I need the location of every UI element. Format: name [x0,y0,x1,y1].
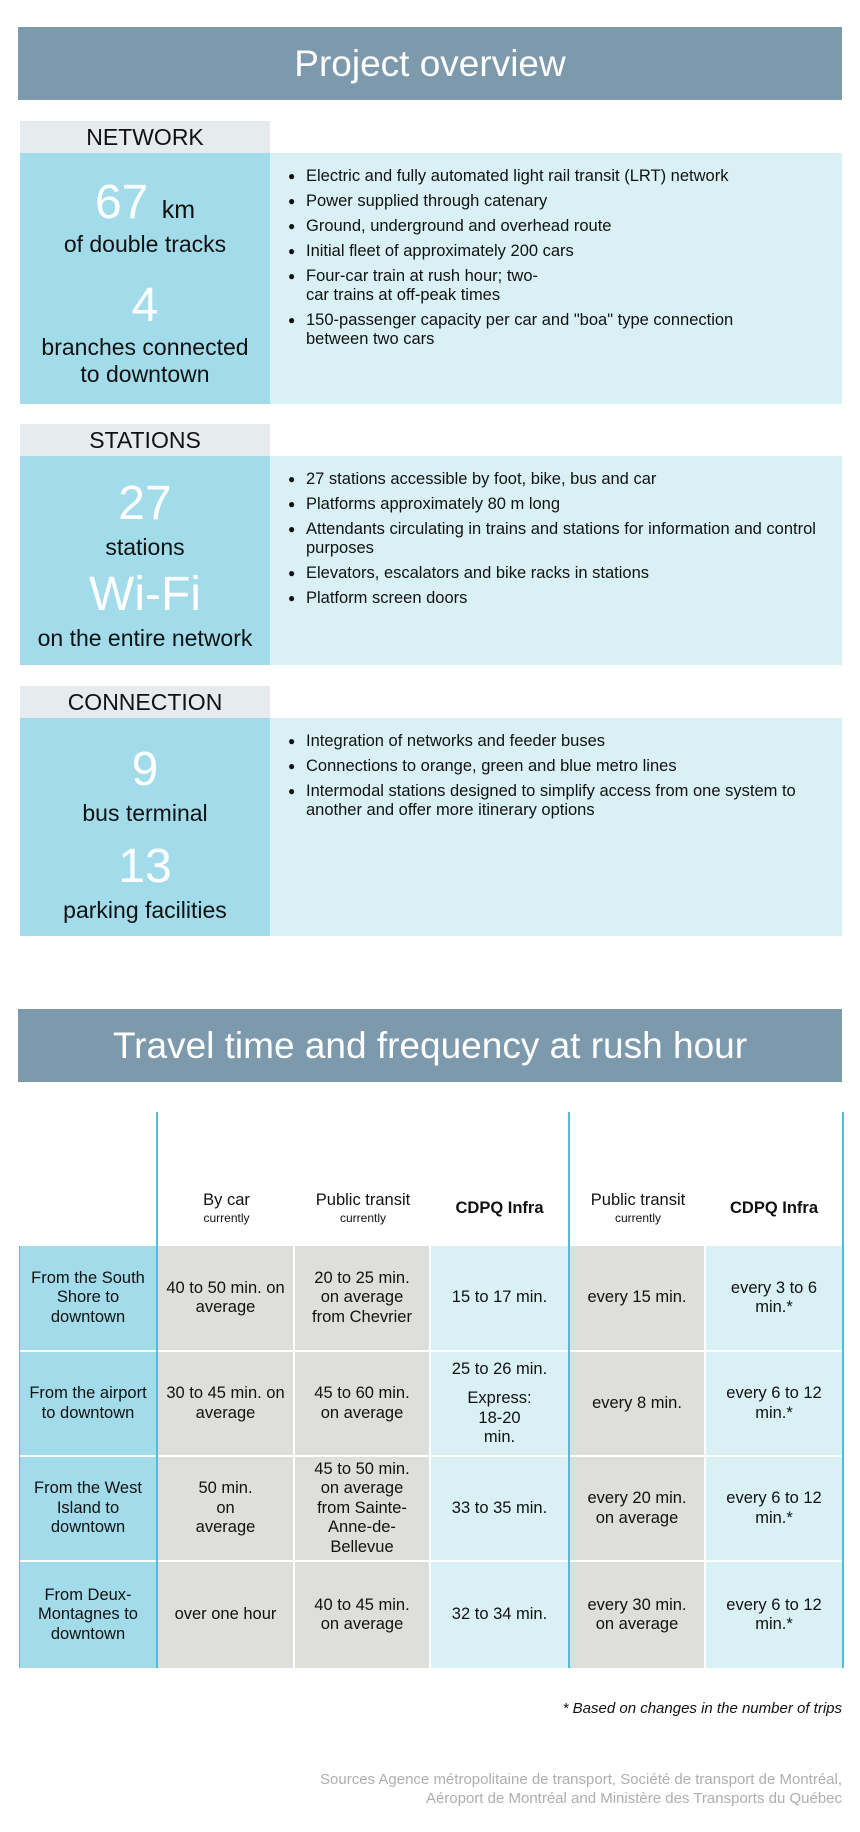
table-cell: 33 to 35 min. [431,1457,568,1560]
stations-tab: STATIONS [20,424,270,456]
list-item: ● Four-car train at rush hour; two-car trains at off-peak times [288,267,556,305]
connection-stats [20,718,270,936]
table-cell: every 8 min. [570,1352,704,1455]
table-cell: every 6 to 12 min.* [706,1352,842,1455]
sources-line-1: Sources Agence métropolitaine de transport, Société de transport de Montréal, [320,1771,842,1788]
stations-count-caption: stations [105,534,185,560]
overview-banner [18,27,842,100]
list-item: ● Connections to orange, green and blue metro lines [288,757,822,776]
table-cell: 15 to 17 min. [431,1246,568,1350]
connection-features [270,718,842,936]
header-label: CDPQ Infra [729,1199,818,1217]
travel-title: Travel time and frequency at rush hour [112,1025,748,1066]
parking-value: 13 [118,840,172,893]
table-cell: every 6 to 12 min.* [706,1562,842,1668]
network-km-value: 67 [94,176,149,229]
column-divider [842,1112,844,1668]
list-item: ● Attendants circulating in trains and stations for information and control purposes [288,520,822,558]
wifi-caption: on the entire network [37,625,253,651]
header-label: By car [203,1191,250,1209]
list-item: ● 27 stations accessible by foot, bike, bus and car [288,470,822,489]
network-branches-value: 4 [131,279,159,332]
connection-tab: CONNECTION [20,686,270,718]
table-cell: every 20 min. on average [570,1457,704,1560]
table-cell: over one hour [158,1562,293,1668]
row-label: From Deux-Montagnes to downtown [20,1562,156,1668]
list-item: ● Initial fleet of approximately 200 cars [288,242,822,261]
travel-banner [18,1009,842,1082]
network-stats [20,153,270,404]
network-km-unit: km [161,196,196,224]
table-cell: every 15 min. [570,1246,704,1350]
table-cell: 50 min. on average [158,1457,293,1560]
row-label: From the South Shore to downtown [20,1246,156,1350]
list-item: ● Platforms approximately 80 m long [288,495,822,514]
overview-title: Project overview [294,43,566,84]
header-sub: currently [339,1211,386,1225]
cdpq-time-regular: 25 to 26 min. [451,1359,548,1378]
list-item: ● Integration of networks and feeder buses [288,732,822,751]
table-cell: 40 to 50 min. on average [158,1246,293,1350]
network-branches-caption-2: to downtown [80,361,210,387]
sources [320,1770,842,1808]
network-km-caption: of double tracks [63,231,227,257]
list-item: ● Platform screen doors [288,589,822,608]
table-cell: every 6 to 12 min.* [706,1457,842,1560]
row-label: From the West Island to downtown [20,1457,156,1560]
header-sub: currently [203,1211,250,1225]
row-label: From the airport to downtown [20,1352,156,1455]
table-cell: 45 to 50 min. on average from Sainte-Anne-de-Bellevue [295,1457,429,1560]
header-sub: currently [614,1211,661,1225]
cdpq-time-express: Express: 18-20 min. [467,1389,532,1446]
wifi-value: Wi-Fi [89,568,201,621]
bus-terminal-caption: bus terminal [82,800,208,826]
parking-caption: parking facilities [63,897,227,923]
list-item: ● Intermodal stations designed to simplify access from one system to another and offer more itinerary options [288,782,822,820]
table-cell: 40 to 45 min. on average [295,1562,429,1668]
table-cell: 30 to 45 min. on average [158,1352,293,1455]
footnote: * Based on changes in the number of trips [562,1700,842,1717]
stations-count-value: 27 [118,477,172,530]
table-cell: every 30 min. on average [570,1562,704,1668]
list-item: ● Elevators, escalators and bike racks in stations [288,564,822,583]
list-item: ● Electric and fully automated light rail transit (LRT) network [288,167,822,186]
table-cell: 32 to 34 min. [431,1562,568,1668]
list-item: ● Power supplied through catenary [288,192,822,211]
header-label: Public transit [590,1191,686,1209]
list-item: ● Ground, underground and overhead route [288,217,822,236]
sources-line-2: Aéroport de Montréal and Ministère des Transports du Québec [425,1790,842,1807]
table-cell [431,1352,568,1455]
stations-features [270,456,842,665]
network-tab: NETWORK [20,121,270,153]
table-cell: 45 to 60 min. on average [295,1352,429,1455]
network-features [270,153,842,404]
table-cell: every 3 to 6 min.* [706,1246,842,1350]
header-label: Public transit [315,1191,411,1209]
table-cell: 20 to 25 min. on average from Chevrier [295,1246,429,1350]
network-km-stat [20,176,270,229]
bus-terminal-value: 9 [131,743,159,796]
list-item: ● 150-passenger capacity per car and "boa" type connection between two cars [288,311,786,349]
header-label: CDPQ Infra [455,1199,544,1217]
stations-stats [20,456,270,665]
network-branches-caption-1: branches connected [41,334,249,360]
